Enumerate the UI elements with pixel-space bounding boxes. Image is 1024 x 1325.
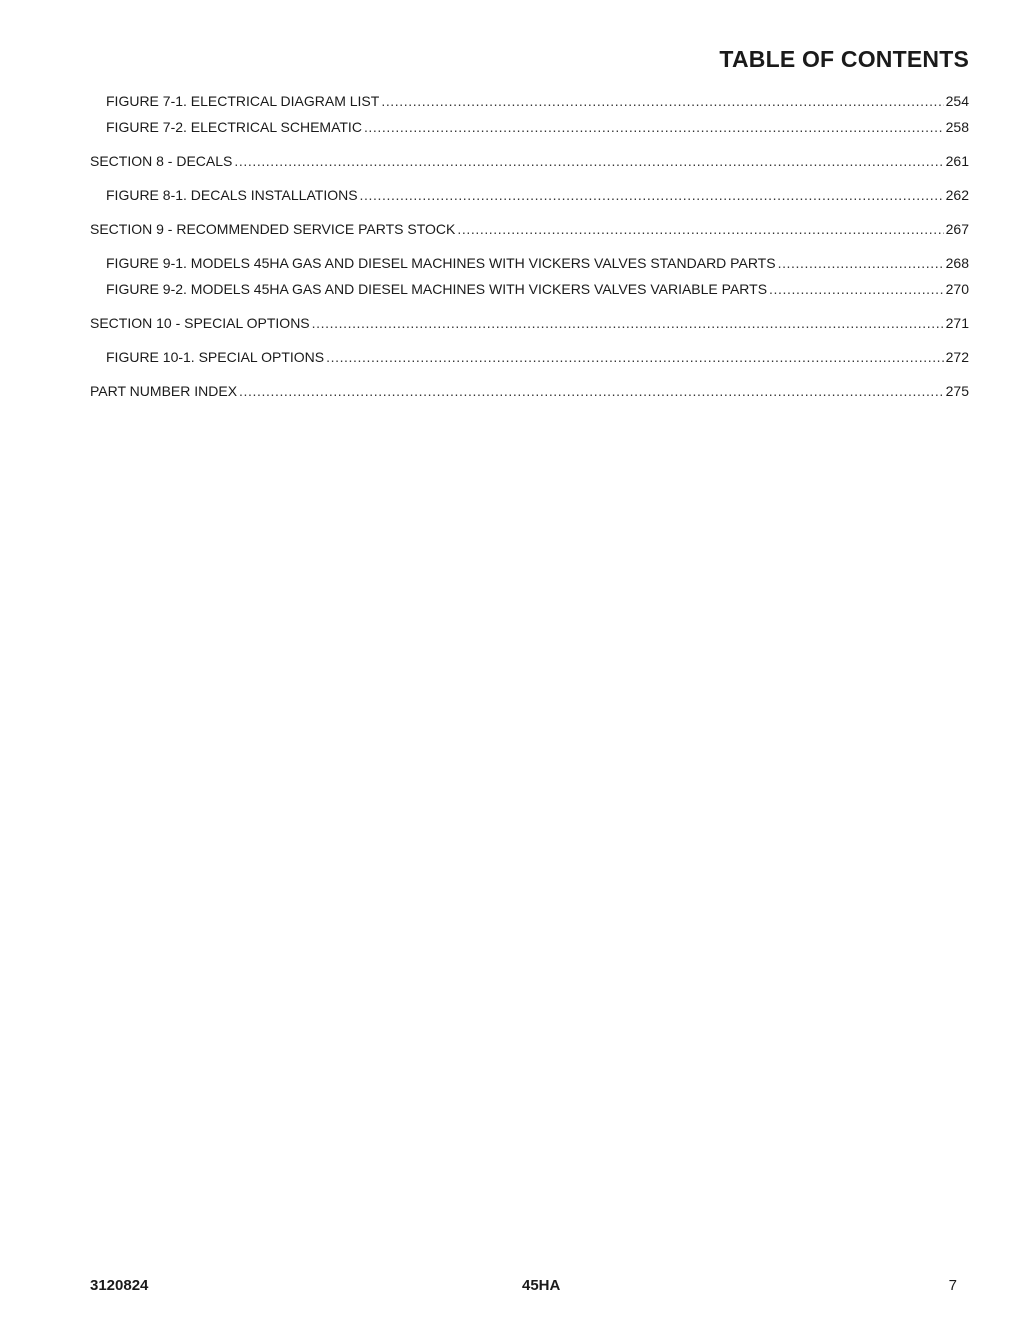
toc-entry[interactable] bbox=[90, 218, 969, 244]
page-number: 7 bbox=[948, 1277, 957, 1294]
page-footer bbox=[90, 1277, 969, 1297]
toc-entry[interactable] bbox=[90, 278, 969, 304]
toc-entry-label: SECTION 9 - RECOMMENDED SERVICE PARTS STOCK bbox=[90, 221, 456, 237]
dot-leader bbox=[778, 254, 944, 272]
toc-entry-page: 262 bbox=[945, 187, 969, 203]
toc-entry[interactable] bbox=[90, 346, 969, 372]
model-name: 45HA bbox=[522, 1277, 561, 1294]
toc-entry-label: FIGURE 7-2. ELECTRICAL SCHEMATIC bbox=[106, 119, 362, 135]
toc-entry-label: PART NUMBER INDEX bbox=[90, 383, 238, 399]
dot-leader bbox=[364, 118, 944, 136]
toc-entry[interactable] bbox=[90, 150, 969, 176]
dot-leader bbox=[457, 220, 943, 238]
toc-entry-page: 254 bbox=[945, 93, 969, 109]
toc-entry-label: FIGURE 8-1. DECALS INSTALLATIONS bbox=[106, 187, 358, 203]
dot-leader bbox=[360, 186, 944, 204]
toc-entry[interactable] bbox=[90, 312, 969, 338]
toc-entry-label: FIGURE 10-1. SPECIAL OPTIONS bbox=[106, 349, 325, 365]
toc-entry-page: 261 bbox=[945, 153, 969, 169]
toc-entry[interactable] bbox=[90, 380, 969, 406]
dot-leader bbox=[326, 348, 944, 366]
toc-entry-page: 268 bbox=[945, 255, 969, 271]
dot-leader bbox=[381, 92, 943, 110]
toc-entry-page: 271 bbox=[945, 315, 969, 331]
toc-entry-label: FIGURE 9-1. MODELS 45HA GAS AND DIESEL MACHINES WITH VICKERS VALVES STANDARD PARTS bbox=[106, 255, 776, 271]
page-title: TABLE OF CONTENTS bbox=[719, 46, 969, 72]
dot-leader bbox=[769, 280, 944, 298]
toc-entry-page: 258 bbox=[945, 119, 969, 135]
toc-entry[interactable] bbox=[90, 184, 969, 210]
dot-leader bbox=[312, 314, 944, 332]
dot-leader bbox=[234, 152, 943, 170]
toc-list bbox=[90, 90, 969, 406]
toc-entry-label: SECTION 8 - DECALS bbox=[90, 153, 233, 169]
document-number: 3120824 bbox=[90, 1277, 149, 1294]
toc-entry[interactable] bbox=[90, 116, 969, 142]
toc-entry[interactable] bbox=[90, 90, 969, 116]
toc-entry-label: SECTION 10 - SPECIAL OPTIONS bbox=[90, 315, 310, 331]
dot-leader bbox=[239, 382, 944, 400]
toc-entry-page: 275 bbox=[945, 383, 969, 399]
toc-entry-page: 270 bbox=[945, 281, 969, 297]
toc-entry-page: 267 bbox=[945, 221, 969, 237]
toc-entry-label: FIGURE 7-1. ELECTRICAL DIAGRAM LIST bbox=[106, 93, 380, 109]
toc-entry-page: 272 bbox=[945, 349, 969, 365]
toc-entry[interactable] bbox=[90, 252, 969, 278]
toc-entry-label: FIGURE 9-2. MODELS 45HA GAS AND DIESEL MACHINES WITH VICKERS VALVES VARIABLE PARTS bbox=[106, 281, 768, 297]
